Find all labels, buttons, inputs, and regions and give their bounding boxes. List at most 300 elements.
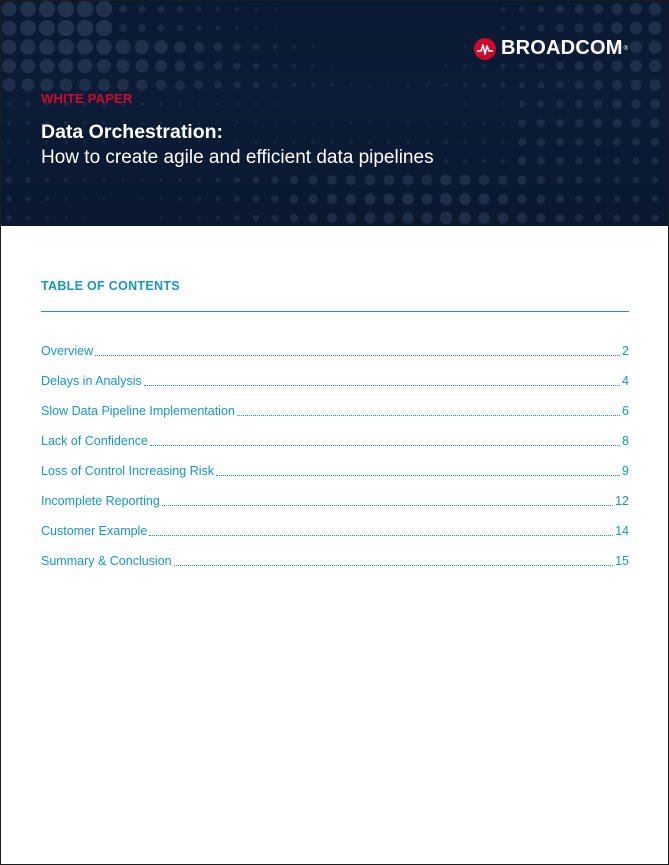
pattern-dot <box>197 102 201 106</box>
pattern-dot <box>556 24 564 32</box>
pattern-dot <box>575 157 582 164</box>
pattern-dot <box>140 102 144 106</box>
pattern-dot <box>78 59 93 74</box>
pattern-dot <box>556 119 564 127</box>
pattern-dot <box>253 215 260 222</box>
pattern-dot <box>253 44 259 50</box>
pattern-dot <box>421 212 432 223</box>
pattern-dot <box>273 140 276 143</box>
pattern-dot <box>537 119 545 127</box>
pattern-dot <box>595 177 602 184</box>
pattern-dot <box>518 157 527 166</box>
pattern-dot <box>445 65 448 68</box>
pattern-dot <box>26 159 29 162</box>
pattern-dot <box>464 103 466 105</box>
pattern-dot <box>611 22 623 34</box>
pattern-dot <box>556 195 564 203</box>
pattern-dot <box>519 82 525 88</box>
document-type-label: WHITE PAPER <box>41 91 133 106</box>
pattern-dot <box>308 213 317 222</box>
pattern-dot <box>6 215 12 221</box>
pattern-dot <box>83 178 86 181</box>
pattern-dot <box>330 83 334 87</box>
pattern-dot <box>463 83 467 87</box>
pattern-dot <box>650 118 660 128</box>
pattern-dot <box>40 78 53 91</box>
pattern-dot <box>197 178 201 182</box>
pattern-dot <box>293 122 296 125</box>
pattern-dot <box>45 216 49 220</box>
toc-leader-dots <box>162 505 613 506</box>
pattern-dot <box>103 198 105 200</box>
pattern-dot <box>346 194 357 205</box>
pattern-dot <box>422 175 433 186</box>
pattern-dot <box>7 140 11 144</box>
pattern-dot <box>253 196 260 203</box>
pattern-dot <box>327 194 337 204</box>
pattern-dot <box>482 159 486 163</box>
pattern-dot <box>157 5 164 12</box>
pattern-dot <box>556 100 564 108</box>
pattern-dot <box>594 119 603 128</box>
pattern-dot <box>482 64 486 68</box>
pattern-dot <box>649 3 662 16</box>
pattern-dot <box>25 215 30 220</box>
toc-item-incomplete-reporting[interactable] <box>41 481 629 511</box>
toc-item-page[interactable]: 12 <box>615 494 629 508</box>
pattern-dot <box>648 40 661 53</box>
pattern-dot <box>45 178 50 183</box>
pattern-dot <box>403 175 414 186</box>
pattern-dot <box>255 122 258 125</box>
trademark-mark: ® <box>623 45 628 52</box>
pattern-dot <box>45 197 49 201</box>
toc-item-summary-conclusion[interactable] <box>41 541 629 571</box>
pattern-dot <box>64 178 68 182</box>
pattern-dot <box>630 3 642 15</box>
pattern-dot <box>290 176 299 185</box>
pattern-dot <box>556 157 564 165</box>
pattern-dot <box>58 20 75 37</box>
pattern-dot <box>498 213 509 224</box>
pattern-dot <box>138 24 145 31</box>
pattern-dot <box>517 175 526 184</box>
pattern-dot <box>175 61 186 72</box>
pattern-dot <box>517 213 527 223</box>
pattern-dot <box>21 78 34 91</box>
pattern-dot <box>482 83 487 88</box>
pattern-dot <box>84 198 87 201</box>
toc-item-customer-example[interactable] <box>41 511 629 541</box>
pattern-dot <box>631 99 641 109</box>
pattern-dot <box>384 175 395 186</box>
pattern-dot <box>40 59 55 74</box>
pattern-dot <box>331 122 334 125</box>
pattern-dot <box>2 40 17 55</box>
pattern-dot <box>59 78 72 91</box>
pattern-dot <box>407 122 410 125</box>
pattern-dot <box>177 25 183 31</box>
pattern-dot <box>215 6 220 11</box>
pattern-dot <box>6 196 12 202</box>
pattern-dot <box>575 195 583 203</box>
pattern-dot <box>630 41 642 53</box>
pattern-dot <box>154 40 167 53</box>
pattern-dot <box>519 25 525 31</box>
pattern-dot <box>440 174 452 186</box>
toc-item-page[interactable]: 9 <box>622 464 629 478</box>
pattern-dot <box>6 177 13 184</box>
pattern-dot <box>440 193 452 205</box>
pattern-dot <box>253 177 260 184</box>
pattern-dot <box>575 100 583 108</box>
pattern-dot <box>216 216 221 221</box>
pattern-dot <box>648 21 661 34</box>
pattern-dot <box>651 157 658 164</box>
pattern-dot <box>519 63 525 69</box>
pattern-dot <box>614 177 621 184</box>
pattern-dot <box>178 197 181 200</box>
pattern-dot <box>594 195 601 202</box>
pattern-dot <box>501 121 505 125</box>
pattern-dot <box>64 216 67 219</box>
pattern-dot <box>574 61 583 70</box>
pattern-dot <box>593 61 603 71</box>
pattern-dot <box>387 140 391 144</box>
toc-leader-dots <box>237 415 620 416</box>
pattern-dot <box>178 102 182 106</box>
pattern-dot <box>271 176 279 184</box>
pattern-dot <box>330 140 334 144</box>
pattern-dot <box>196 25 202 31</box>
toc-item-label[interactable]: Lack of Confidence <box>41 434 149 448</box>
pattern-dot <box>102 178 105 181</box>
pattern-dot <box>652 177 659 184</box>
pattern-dot <box>365 213 376 224</box>
document-subtitle: How to create agile and efficient data pipelines <box>41 147 434 168</box>
pattern-dot <box>327 213 337 223</box>
toc-leader-dots <box>216 475 620 476</box>
pattern-dot <box>346 175 356 185</box>
pattern-dot <box>368 140 372 144</box>
pattern-dot <box>444 83 448 87</box>
pattern-dot <box>197 216 201 220</box>
pattern-dot <box>20 20 36 36</box>
header-banner <box>1 1 668 226</box>
pattern-dot <box>140 178 143 181</box>
pattern-dot <box>119 24 127 32</box>
pattern-dot <box>64 197 67 200</box>
pattern-dot <box>235 102 238 105</box>
pattern-dot <box>194 61 204 71</box>
pattern-dot <box>233 43 241 51</box>
pattern-dot <box>349 83 352 86</box>
toc-item-page[interactable]: 2 <box>622 344 629 358</box>
pattern-dot <box>311 83 315 87</box>
pattern-dot <box>633 196 640 203</box>
pattern-dot <box>631 80 642 91</box>
pattern-dot <box>518 119 526 127</box>
pattern-dot <box>556 214 565 223</box>
pattern-dot <box>195 81 204 90</box>
broadcom-pulse-icon <box>474 38 496 60</box>
pattern-dot <box>556 81 564 89</box>
pattern-dot <box>349 140 353 144</box>
pattern-dot <box>141 198 143 200</box>
toc-item-page[interactable]: 6 <box>622 404 629 418</box>
pattern-dot <box>174 41 186 53</box>
toc-item-label[interactable]: Overview <box>41 344 94 358</box>
pattern-dot <box>253 63 259 69</box>
toc-item-label[interactable]: Summary & Conclusion <box>41 554 172 568</box>
pattern-dot <box>537 195 546 204</box>
pattern-dot <box>214 62 223 71</box>
pattern-dot <box>649 60 661 72</box>
pattern-dot <box>388 122 391 125</box>
pattern-dot <box>483 103 486 106</box>
pattern-dot <box>79 79 92 92</box>
pattern-dot <box>444 159 449 164</box>
toc-item-delays-in-analysis[interactable] <box>41 361 629 391</box>
pattern-dot <box>574 4 583 13</box>
pattern-dot <box>421 193 432 204</box>
pattern-dot <box>537 176 545 184</box>
toc-item-label[interactable]: Incomplete Reporting <box>41 494 160 508</box>
pattern-dot <box>388 84 391 87</box>
pattern-dot <box>77 39 93 55</box>
pattern-dot <box>574 23 584 33</box>
pattern-dot <box>537 138 545 146</box>
pattern-dot <box>556 5 564 13</box>
pattern-dot <box>368 83 371 86</box>
pattern-dot <box>308 194 317 203</box>
pattern-dot <box>501 140 505 144</box>
pattern-dot <box>271 214 279 222</box>
pattern-dot <box>308 175 317 184</box>
pattern-dot <box>498 175 508 185</box>
pattern-dot <box>155 60 167 72</box>
pattern-dot <box>502 103 505 106</box>
pattern-dot <box>136 79 147 90</box>
toc-item-lack-of-confidence[interactable] <box>41 421 629 451</box>
pattern-dot <box>463 64 466 67</box>
pattern-dot <box>575 138 583 146</box>
pattern-dot <box>402 212 413 223</box>
pattern-dot <box>444 121 447 124</box>
pattern-dot <box>593 80 603 90</box>
toc-item-page[interactable]: 15 <box>615 554 629 568</box>
pattern-dot <box>575 214 583 222</box>
pattern-dot <box>274 8 277 11</box>
pattern-dot <box>575 176 582 183</box>
pattern-dot <box>594 100 603 109</box>
pattern-dot <box>312 122 315 125</box>
toc-list <box>41 331 629 571</box>
toc-leader-dots <box>174 565 613 566</box>
pattern-dot <box>235 26 239 30</box>
pattern-dot <box>216 197 221 202</box>
pattern-dot <box>426 122 429 125</box>
pattern-dot <box>272 63 277 68</box>
toc-divider <box>41 311 629 312</box>
pattern-dot <box>479 175 490 186</box>
pattern-dot <box>463 159 468 164</box>
pattern-dot <box>7 159 11 163</box>
pattern-dot <box>537 62 544 69</box>
pattern-dot <box>593 23 604 34</box>
pattern-dot <box>369 122 372 125</box>
pattern-dot <box>464 46 467 49</box>
pattern-dot <box>290 195 299 204</box>
pattern-dot <box>501 26 506 31</box>
pattern-dot <box>463 121 466 124</box>
pattern-dot <box>39 20 55 36</box>
pattern-dot <box>383 212 394 223</box>
pattern-dot <box>556 176 564 184</box>
toc-item-loss-of-control[interactable] <box>41 451 629 481</box>
pattern-dot <box>482 121 486 125</box>
pattern-dot <box>312 46 315 49</box>
pattern-dot <box>500 63 505 68</box>
pattern-dot <box>556 62 564 70</box>
pattern-dot <box>501 7 506 12</box>
pattern-dot <box>536 213 545 222</box>
pattern-dot <box>159 178 162 181</box>
pattern-dot <box>331 65 334 68</box>
pattern-dot <box>178 178 182 182</box>
pattern-dot <box>630 22 643 35</box>
pattern-dot <box>478 212 490 224</box>
pattern-dot <box>96 20 112 36</box>
pattern-dot <box>651 214 658 221</box>
pattern-dot <box>158 25 165 32</box>
pattern-dot <box>459 212 471 224</box>
pattern-dot <box>500 82 506 88</box>
pattern-dot <box>213 42 222 51</box>
pattern-dot <box>633 177 640 184</box>
pattern-dot <box>459 193 471 205</box>
pattern-dot <box>236 141 239 144</box>
toc-item-label[interactable]: Slow Data Pipeline Implementation <box>41 404 235 418</box>
pattern-dot <box>253 82 259 88</box>
pattern-dot <box>20 39 35 54</box>
pattern-dot <box>346 213 357 224</box>
pattern-dot <box>537 81 544 88</box>
pattern-dot <box>311 140 314 143</box>
pattern-dot <box>613 157 620 164</box>
pattern-dot <box>20 1 36 17</box>
toc-leader-dots <box>95 355 620 356</box>
toc-item-label[interactable]: Delays in Analysis <box>41 374 142 388</box>
pattern-dot <box>292 83 297 88</box>
pattern-dot <box>519 101 526 108</box>
pattern-dot <box>632 214 639 221</box>
toc-item-label[interactable]: Loss of Control Increasing Risk <box>41 464 214 478</box>
pattern-dot <box>594 157 601 164</box>
pattern-dot <box>21 59 35 73</box>
pattern-dot <box>3 79 16 92</box>
dot-pattern-background <box>1 1 668 226</box>
pattern-dot <box>58 1 75 17</box>
pattern-dot <box>254 7 258 11</box>
pattern-dot <box>119 5 127 13</box>
pattern-dot <box>274 27 277 30</box>
pattern-dot <box>350 122 353 125</box>
pattern-dot <box>216 26 221 31</box>
pattern-dot <box>406 83 409 86</box>
pattern-dot <box>77 1 94 17</box>
pattern-dot <box>292 45 296 49</box>
pattern-dot <box>290 214 298 222</box>
pattern-dot <box>196 6 202 12</box>
pattern-dot <box>215 177 220 182</box>
pattern-dot <box>159 102 163 106</box>
toc-leader-dots <box>149 535 613 536</box>
pattern-dot <box>214 81 222 89</box>
pattern-dot <box>463 140 467 144</box>
brand-name: BROADCOM <box>500 37 623 59</box>
pattern-dot <box>272 82 277 87</box>
pattern-dot <box>272 44 277 49</box>
pattern-dot <box>632 157 639 164</box>
pattern-dot <box>292 140 295 143</box>
pattern-dot <box>425 83 428 86</box>
pattern-dot <box>6 101 11 106</box>
pattern-dot <box>652 196 659 203</box>
pattern-dot <box>7 121 12 126</box>
pattern-dot <box>406 140 410 144</box>
pattern-dot <box>519 6 525 12</box>
pattern-dot <box>537 24 544 31</box>
pattern-dot <box>274 122 277 125</box>
pattern-dot <box>630 60 642 72</box>
pattern-dot <box>26 121 30 125</box>
pattern-dot <box>39 39 55 55</box>
pattern-dot <box>177 6 183 12</box>
pattern-dot <box>194 42 205 53</box>
pattern-dot <box>292 64 296 68</box>
toc-item-overview[interactable] <box>41 331 629 361</box>
pattern-dot <box>593 4 603 14</box>
pattern-dot <box>2 2 17 17</box>
pattern-dot <box>651 138 660 147</box>
pattern-dot <box>556 138 564 146</box>
pattern-dot <box>594 214 602 222</box>
pattern-dot <box>58 39 74 55</box>
pattern-dot <box>25 196 30 201</box>
pattern-dot <box>498 194 508 204</box>
pattern-dot <box>135 40 149 54</box>
toc-item-page[interactable]: 4 <box>622 374 629 388</box>
pattern-dot <box>77 20 94 37</box>
pattern-dot <box>234 177 240 183</box>
pattern-dot <box>425 140 429 144</box>
pattern-dot <box>39 1 55 17</box>
pattern-dot <box>575 81 584 90</box>
pattern-dot <box>236 122 239 125</box>
toc-item-page[interactable]: 14 <box>615 524 629 538</box>
pattern-dot <box>612 80 622 90</box>
toc-item-slow-data-pipeline[interactable] <box>41 391 629 421</box>
pattern-dot <box>364 193 375 204</box>
toc-item-label[interactable]: Customer Example <box>41 524 148 538</box>
toc-item-page[interactable]: 8 <box>622 434 629 448</box>
pattern-dot <box>537 157 545 165</box>
pattern-dot <box>117 79 129 91</box>
pattern-dot <box>160 198 163 201</box>
pattern-dot <box>122 179 125 182</box>
pattern-dot <box>575 119 584 128</box>
